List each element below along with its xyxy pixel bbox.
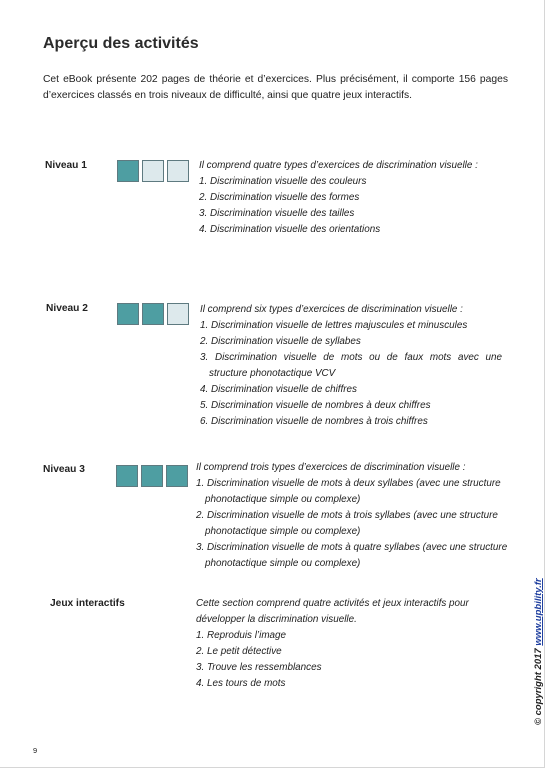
difficulty-square [142, 303, 164, 325]
level-1-description [198, 158, 508, 238]
list-item: 3. Discrimination visuelle de mots ou de faux mots avec une structure phonotactique VCV [200, 352, 502, 379]
difficulty-square [116, 465, 138, 487]
intro-paragraph: Cet eBook présente 202 pages de théorie et d’exercices. Plus précisément, il comporte 156 pages d’exercices classés en trois niveaux de difficulté, ainsi que quatre jeux interactifs. [43, 74, 508, 101]
list-item: 2. Le petit détective [196, 646, 282, 657]
level-1-name: Niveau 1 [45, 160, 87, 171]
list-item: 1. Discrimination visuelle des couleurs [199, 176, 367, 187]
list-item: 4. Les tours de mots [196, 678, 286, 689]
page-number: 9 [33, 746, 38, 755]
games-description [196, 596, 486, 692]
list-item: 2. Discrimination visuelle des formes [199, 192, 360, 203]
list-item: 1. Reproduis l’image [196, 630, 287, 641]
list-item: 5. Discrimination visuelle de nombres à deux chiffres [200, 400, 431, 411]
list-item: 2. Discrimination visuelle de mots à trois syllabes (avec une structure phonotactique simple ou complexe) [196, 510, 498, 537]
games-name: Jeux interactifs [50, 598, 125, 609]
list-item: 1. Discrimination visuelle de lettres majuscules et minuscules [200, 320, 468, 331]
difficulty-square [142, 160, 164, 182]
level-3-name: Niveau 3 [43, 464, 85, 475]
level-2-difficulty [117, 303, 189, 325]
level-2-name: Niveau 2 [46, 303, 88, 314]
list-item: 3. Discrimination visuelle de mots à quatre syllabes (avec une structure phonotactique simple ou complexe) [196, 542, 508, 569]
level-1-intro: Il comprend quatre types d’exercices de discrimination visuelle : [199, 160, 478, 171]
list-item: 1. Discrimination visuelle de mots à deux syllabes (avec une structure phonotactique simple ou complexe) [196, 478, 501, 505]
difficulty-square [117, 303, 139, 325]
list-item: 4. Discrimination visuelle des orientations [199, 224, 381, 235]
level-2-description [199, 302, 502, 430]
list-item: 3. Discrimination visuelle des tailles [199, 208, 355, 219]
difficulty-square [117, 160, 139, 182]
level-2-intro: Il comprend six types d’exercices de discrimination visuelle : [200, 304, 463, 315]
website-link[interactable]: www.upbility.fr [533, 578, 544, 646]
list-item: 4. Discrimination visuelle de chiffres [200, 384, 357, 395]
difficulty-square [167, 303, 189, 325]
difficulty-square [141, 465, 163, 487]
level-3-description [195, 460, 510, 572]
list-item: 3. Trouve les ressemblances [196, 662, 322, 673]
copyright-text: © copyright 2017 [533, 645, 544, 725]
level-3-intro: Il comprend trois types d’exercices de discrimination visuelle : [196, 462, 466, 473]
list-item: 2. Discrimination visuelle de syllabes [200, 336, 361, 347]
copyright-notice [533, 578, 544, 725]
list-item: 6. Discrimination visuelle de nombres à trois chiffres [200, 416, 428, 427]
level-1-difficulty [117, 160, 189, 182]
difficulty-square [166, 465, 188, 487]
games-intro: Cette section comprend quatre activités et jeux interactifs pour développer la discrimination visuelle. [196, 598, 469, 625]
level-3-difficulty [116, 465, 188, 487]
page-title: Aperçu des activités [43, 35, 199, 52]
difficulty-square [167, 160, 189, 182]
